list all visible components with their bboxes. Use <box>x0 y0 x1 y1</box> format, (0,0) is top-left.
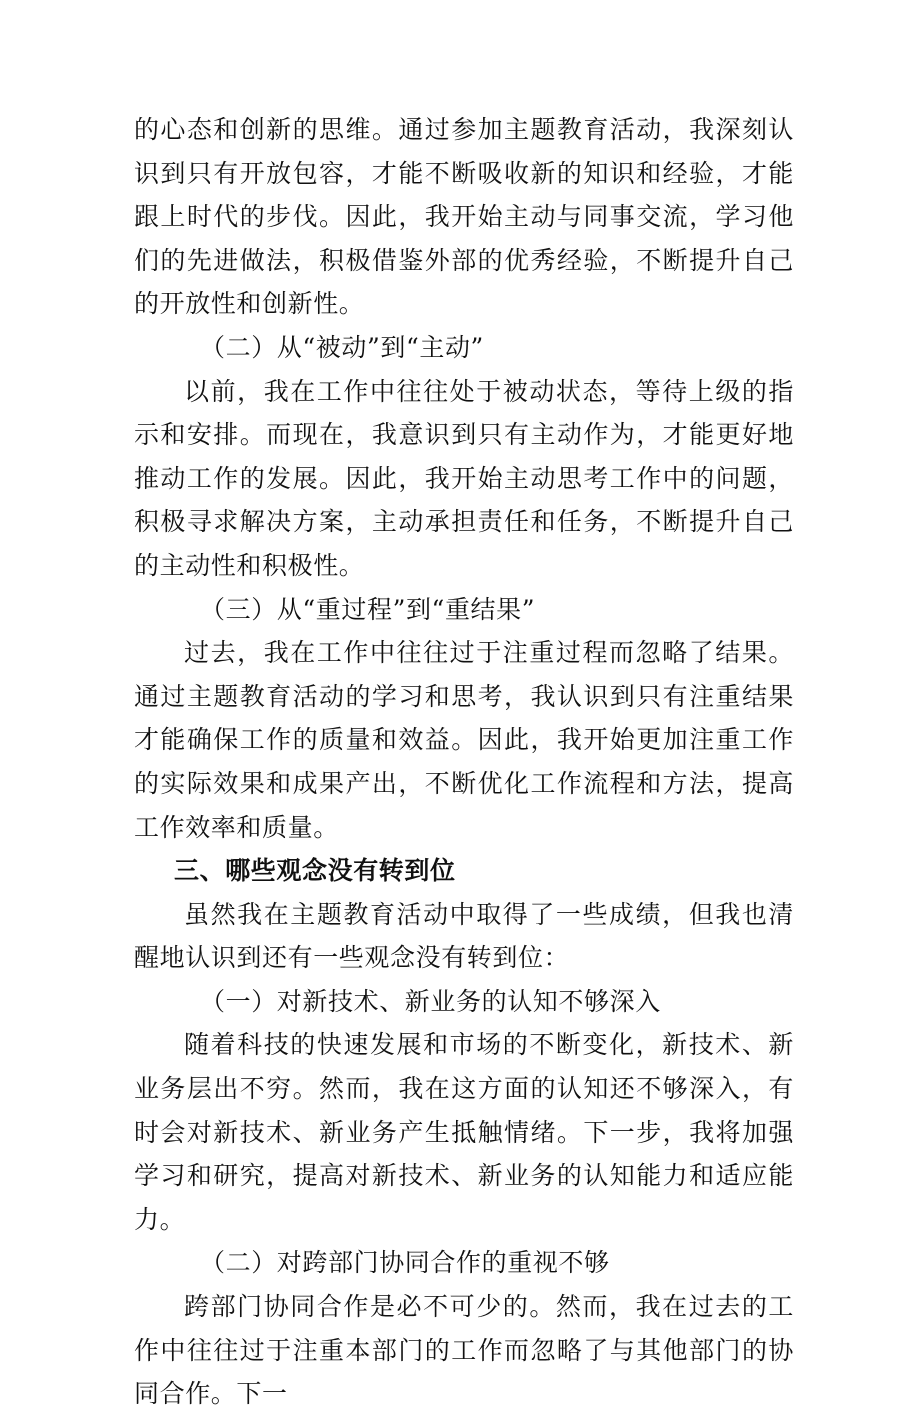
paragraph-passive-to-active: 以前，我在工作中往往处于被动状态，等待上级的指示和安排。而现在，我意识到只有主动作为，才能更好地推动工作的发展。因此，我开始主动思考工作中的问题，积极寻求解决方案，主动承担责任和任务，不断提升自己的主动性和积极性。 <box>134 376 794 580</box>
subheading-passive-to-active: （二）从“被动”到“主动” <box>200 332 484 362</box>
paragraph-concepts-intro: 虽然我在主题教育活动中取得了一些成绩，但我也清醒地认识到还有一些观念没有转到位： <box>134 899 794 973</box>
paragraph-cross-department: 跨部门协同合作是必不可少的。然而，我在过去的工作中往往过于注重本部门的工作而忽略了与其他部门的协同合作。下一 <box>134 1292 794 1409</box>
paragraph-process-to-result: 过去，我在工作中往往过于注重过程而忽略了结果。通过主题教育活动的学习和思考，我认识到只有注重结果才能确保工作的质量和效益。因此，我开始更加注重工作的实际效果和成果产出，不断优化工作流程和方法，提高工作效率和质量。 <box>134 638 794 842</box>
section-heading-concepts-not-changed: 三、哪些观念没有转到位 <box>174 856 456 886</box>
document-body <box>134 108 794 1416</box>
paragraph-continuation: 的心态和创新的思维。通过参加主题教育活动，我深刻认识到只有开放包容，才能不断吸收新的知识和经验，才能跟上时代的步伐。因此，我开始主动与同事交流，学习他们的先进做法，积极借鉴外部的优秀经验，不断提升自己的开放性和创新性。 <box>134 115 794 319</box>
subheading-new-technology: （一）对新技术、新业务的认知不够深入 <box>200 986 661 1016</box>
subheading-process-to-result: （三）从“重过程”到“重结果” <box>200 594 536 624</box>
paragraph-new-technology: 随着科技的快速发展和市场的不断变化，新技术、新业务层出不穷。然而，我在这方面的认知还不够深入，有时会对新技术、新业务产生抵触情绪。下一步，我将加强学习和研究，提高对新技术、新业务的认知能力和适应能力。 <box>134 1030 794 1234</box>
subheading-cross-department: （二）对跨部门协同合作的重视不够 <box>200 1248 610 1278</box>
